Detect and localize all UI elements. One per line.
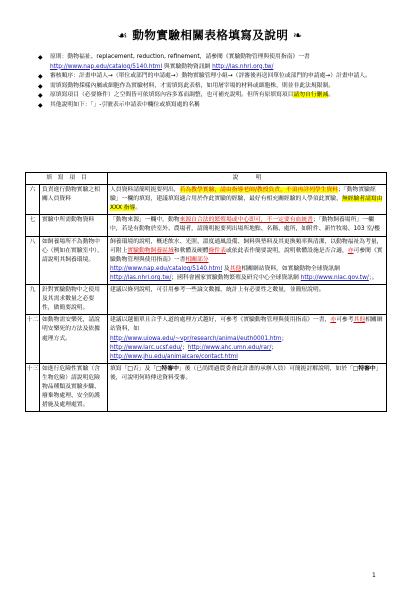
row-number: 六	[26, 185, 40, 215]
instruction-item: ◆ 審核順序：計畫申請人→（單位或部門的申請處→）動物實驗管理小組→（評審後再送回單位或部門的申請處→）計畫申請人。	[38, 73, 371, 81]
row-description: 建議以越簡單且合乎人道的處理方式越好，可參考《實驗動物管理與使用指南》一書，亦可參考其他相關網站資料，如 http://www.uiowa.edu/~vpr/research/animal/euth0001.htm； http://www.larc.ucsf.edu/；http://www.ahc.umn.edu/rar/； http://www.jhu.edu/animalcare/contact.html	[108, 315, 387, 363]
instructions-list	[38, 53, 383, 111]
instruction-item: ◆ 需填寫動物採樣內屬或細胞作為實驗材料，才需填寫此表格，如用屠宰場的材料或細胞株，則並非此法規限制。	[38, 82, 335, 90]
row-item: 如動物需安樂死，請說明安樂死的方法及依據處理方式。	[40, 315, 108, 363]
row-number: 十三	[26, 363, 40, 411]
table-header-row	[26, 173, 387, 185]
row-description: 填寫「□否」及「□特審中」後（已尚問過農委會此計畫的承辦人員）可簡扼討解說明，如於「□特審中」後，可說明何時傳送資料受審。	[108, 363, 387, 411]
table-row	[26, 315, 387, 363]
row-number: 七	[26, 215, 40, 236]
las-link[interactable]: http://las.nhri.org.tw/	[212, 63, 274, 70]
row-description: 「動物來源」一欄中，動物來源自合法的繁殖場或中心即可，不一定要有血統書；「動物飼養場所」一欄中，若是有動物於室外、農場者，請簡明扼要列出場所地點、名稱、處所，如附件、新竹牧場、103 室/樓	[108, 215, 387, 236]
las-link[interactable]: http://las.nhri.org.tw/	[110, 274, 172, 281]
document-title-block	[0, 27, 420, 43]
diamond-bullet-icon: ◆	[38, 82, 43, 90]
row-description: 飼養環境的說明，概述飲水、光照、溫度通風設備、飼料與墊料及其更換頻率與清潔，以動物福祉為考量，可附上實驗動物飼養區域和軟體及硬體條件表或依此表作簡要說明，說明軟體設施是否合適，亦可參閱《實驗動物管理與使用指南》一書相關部分 http://www.nap.edu/catalog/5140.html 及其他相關網站資料，如實驗動物全球資訊網 http://las.nhri.org.tw/；國科會國家實驗動物繁殖及研究中心全球資訊網 http://www.nlac.gov.tw/；。	[108, 236, 387, 284]
row-number: 九	[26, 285, 40, 315]
nap-link[interactable]: http://www.nap.edu/catalog/5140.html	[50, 63, 163, 70]
row-item: 如飼養場所不為動物中心（例如在實驗室中），請說明其飼養環境。	[40, 236, 108, 284]
diamond-bullet-icon: ◆	[38, 92, 43, 100]
table-row	[26, 363, 387, 411]
instruction-item: ◆ 其他說明如下：「」-引號表示申請表中欄位或填寫處的名稱	[38, 101, 200, 109]
row-description: 人員資料請簡明扼要列出，若為教學實驗，請由指導老師/教授負責，不須再詳列學生資料；「動物實驗經驗」一欄的填寫，建議填寫適合用於作此實驗的經驗，最好有相充關經驗的人學須此實驗，無經驗者請寫由 XXX 指導。	[108, 185, 387, 215]
instruction-item: ◆ 原填寫項目（必要條件）之空間皆可依填寫內容多寡而調整，也可補充說明。但所有原填寫項目請勿自行刪減。	[38, 92, 335, 100]
diamond-bullet-icon: ◆	[38, 54, 43, 61]
row-item: 負責進行動物實驗之相關人員資料	[40, 185, 108, 215]
diamond-bullet-icon: ◆	[38, 73, 43, 81]
right-ornament-icon: ❧	[292, 29, 303, 42]
umn-link[interactable]: http://www.ahc.umn.edu/rar/	[187, 344, 272, 351]
jhu-link[interactable]: http://www.jhu.edu/animalcare/contact.html	[110, 353, 238, 360]
header-description: 說 明	[108, 173, 387, 185]
table-row	[26, 215, 387, 236]
ucsf-link[interactable]: http://www.larc.ucsf.edu/	[110, 344, 182, 351]
row-number: 八	[26, 236, 40, 284]
row-description: 建議以條列說明，可引用參考一些論文數據，統計上有必要性之數量，並簡短說明。	[108, 285, 387, 315]
diamond-bullet-icon: ◆	[38, 101, 43, 109]
table-row	[26, 285, 387, 315]
document-title: 動物實驗相關表格填寫及說明	[132, 28, 289, 42]
page-number: 1	[372, 572, 376, 579]
header-item: 填 寫 項 目	[26, 173, 108, 185]
table-row	[26, 236, 387, 284]
row-number: 十二	[26, 315, 40, 363]
row-item: 針對實驗動物中之使用及其需求數量之必要性，做簡要說明。	[40, 285, 108, 315]
uiowa-link[interactable]: http://www.uiowa.edu/~vpr/research/animal/euth0001.htm	[110, 335, 282, 342]
nap-link[interactable]: http://www.nap.edu/catalog/5140.html	[110, 265, 223, 272]
left-ornament-icon: ☙	[117, 29, 128, 42]
row-item: 如進行危險性實驗（含生物危險）請說明危險物品種類及實驗步驟、廢棄物處理、安全防護措施及處理處置。	[40, 363, 108, 411]
table-row	[26, 185, 387, 215]
form-instructions-table	[25, 172, 387, 412]
nlac-link[interactable]: http://www.nlac.gov.tw/	[300, 274, 369, 281]
row-item: 實驗中所需動物資料	[40, 215, 108, 236]
instruction-item: ◆ 原則：動物福祉、replacement, reduction, refinement，請參閱《實驗動物管理與使用指南》一書 http://www.nap.edu/catalog/5140.html 與實驗動物資訊網 http://las.nhri.org.tw/	[38, 54, 310, 70]
